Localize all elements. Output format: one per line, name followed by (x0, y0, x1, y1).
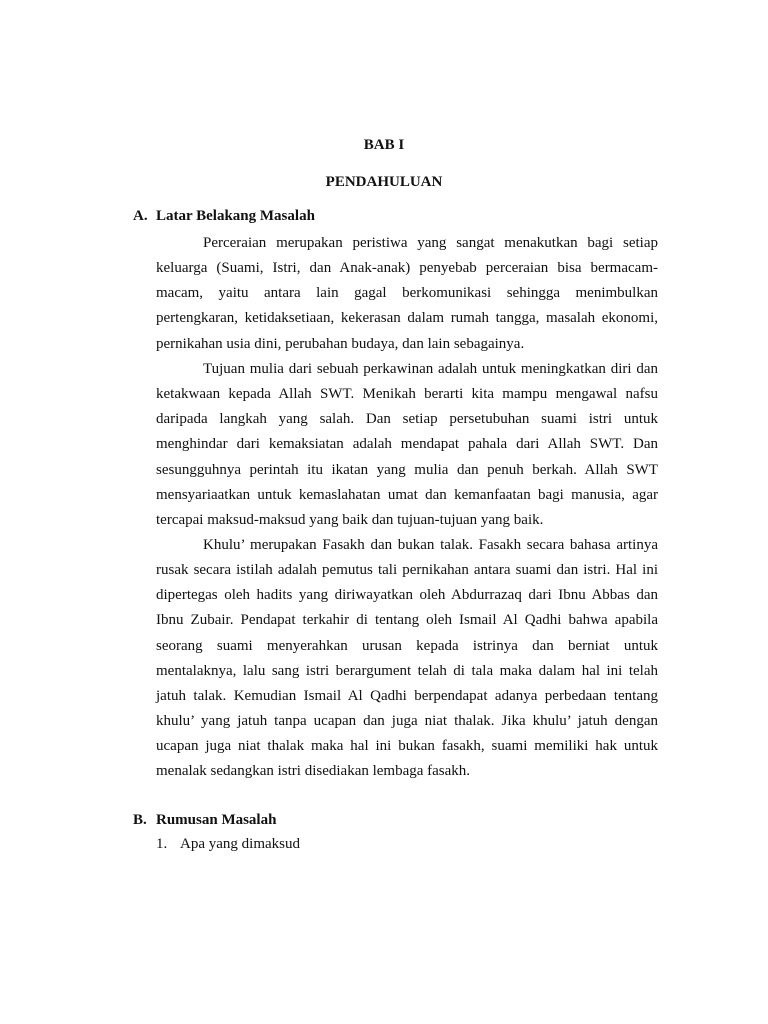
list-item-text: Apa yang dimaksud (180, 836, 300, 852)
section-b-title: Rumusan Masalah (156, 812, 277, 828)
chapter-title: PENDAHULUAN (325, 174, 443, 190)
section-b-heading (133, 812, 276, 829)
section-b-letter: B. (133, 812, 147, 828)
section-a-heading (133, 208, 315, 225)
list-item-number: 1. (156, 836, 168, 852)
section-a-letter: A. (133, 208, 148, 224)
paragraph-1: Perceraian merupakan peristiwa yang sangat menakutkan bagi setiap keluarga (Suami, Istri, dan Anak-anak) penyebab perceraian bisa bermacam-macam, yaitu antara lain gagal berkomunikasi sehingga menimbulkan pertengkaran, ketidaksetiaan, kekerasan dalam rumah tangga, masalah ekonomi, pernikahan usia dini, perubahan budaya, dan lain sebagainya. (156, 235, 658, 352)
paragraph-3: Khulu’ merupakan Fasakh dan bukan talak. Fasakh secara bahasa artinya rusak secara istilah adalah pemutus tali pernikahan antara suami dan istri. Hal ini dipertegas oleh hadits yang diriwayatkan oleh Abdurrazaq dari Ibnu Abbas dan Ibnu Zubair. Pendapat terkahir di tentang oleh Ismail Al Qadhi bahwa apabila seorang suami menyerahkan urusan kepada istrinya dan berniat untuk mentalaknya, lalu sang istri berargument telah di tala maka dalam hal ini telah jatuh talak. Kemudian Ismail Al Qadhi berpendapat adanya perbedaan tentang khulu’ yang jatuh tanpa ucapan dan juga niat thalak. Jika khulu’ jatuh dengan ucapan juga niat thalak maka hal ini bukan fasakh, suami memiliki hak untuk menalak sedangkan istri disediakan lembaga fasakh. (156, 537, 658, 780)
chapter-number: BAB I (363, 137, 405, 153)
section-a-title: Latar Belakang Masalah (156, 208, 315, 224)
paragraph-2: Tujuan mulia dari sebuah perkawinan adalah untuk meningkatkan diri dan ketakwaan kepada Allah SWT. Menikah berarti kita mampu mengawal nafsu daripada langkah yang salah. Dan setiap persetubuhan suami istri untuk menghindar dari kemaksiatan adalah mendapat pahala dari Allah SWT. Dan sesungguhnya perintah itu ikatan yang mulia dan penuh berkah. Allah SWT mensyariaatkan untuk kemaslahatan umat dan kemanfaatan bagi manusia, agar tercapai maksud-maksud yang baik dan tujuan-tujuan yang baik. (156, 361, 658, 528)
list-item (156, 836, 300, 853)
